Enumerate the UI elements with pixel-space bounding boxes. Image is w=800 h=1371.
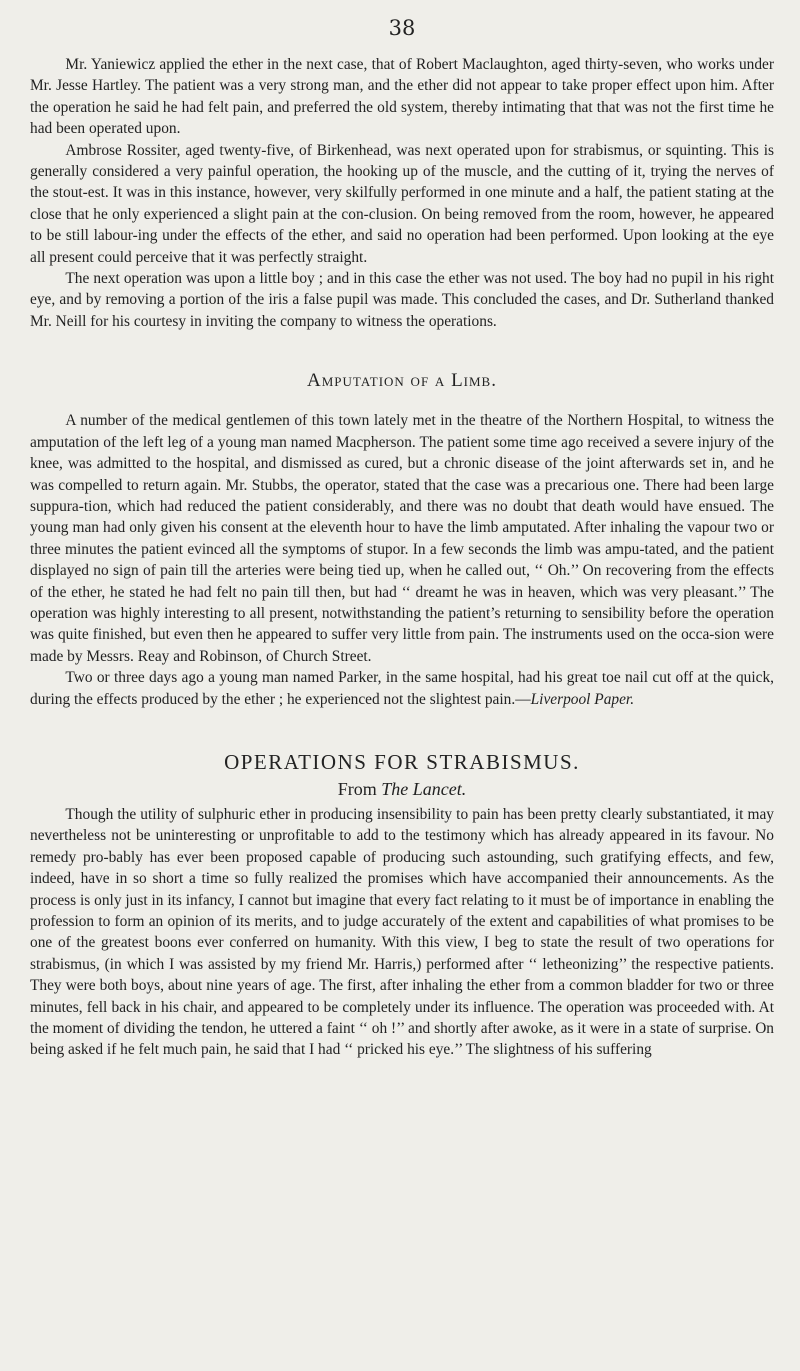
section-ether-cases — [30, 54, 774, 332]
subtitle-source: The Lancet. — [381, 778, 467, 799]
paragraph: Ambrose Rossiter, aged twenty-five, of Birkenhead, was next operated upon for strabismus, or squinting. This is generally considered a very painful operation, the hooking up of the muscle, and the cutting of it, trying the nerves of the stout-est. It was in this instance, however, very skilfully performed in one minute and a half, the patient stating at the close that he only experienced a slight pain at the con-clusion. On being removed from the room, however, he appeared to be still labour-ing under the effects of the ether, and said no operation had been performed. Upon looking at the eye all present could perceive that it was perfectly straight. — [30, 141, 774, 266]
paragraph — [30, 667, 774, 710]
section-title: Amputation of a Limb. — [307, 370, 497, 392]
source-citation: Liverpool Paper. — [530, 690, 635, 708]
section-strabismus — [30, 750, 774, 1061]
section-subtitle — [30, 779, 774, 800]
paragraph-text: Two or three days ago a young man named Parker, in the same hospital, had his great toe nail cut off at the quick, during the effects produced by the ether ; he experienced not the slightest pain.— — [30, 669, 774, 708]
paragraph: Though the utility of sulphuric ether in producing insensibility to pain has been pretty clearly substantiated, it may nevertheless not be uninteresting or unprofitable to add to the testimony which has already appeared in its favour. No remedy pro-bably has ever been proposed capable of producing such astounding, such gratifying effects, and few, indeed, have in so short a time so fully realized the promises which have accompanied their announcements. As the process is only just in its infancy, I cannot but imagine that every fact relating to it must be of importance in enabling the profession to form an opinion of its merits, and to judge accurately of the extent and capabilities of what promises to be one of the greatest boons ever conferred on humanity. With this view, I beg to state the result of two operations for strabismus, (in which I was assisted by my friend Mr. Harris,) performed after ‘‘ letheonizing’’ the respective patients. They were both boys, about nine years of age. The first, after inhaling the ether from a common bladder for two or three minutes, fell back in his chair, and appeared to be completely under its influence. The operation was proceeded with. At the moment of dividing the tendon, he uttered a faint ‘‘ oh !’’ and shortly after awoke, as it were in a state of surprise. On being asked if he felt much pain, he said that I had ‘‘ pricked his eye.’’ The slightness of his suffering — [30, 805, 774, 1059]
section-amputation — [30, 370, 774, 710]
paragraph: The next operation was upon a little boy ; and in this case the ether was not used. The boy had no pupil in his right eye, and by removing a portion of the iris a false pupil was made. This concluded the cases, and Dr. Sutherland thanked Mr. Neill for his courtesy in inviting the company to witness the operations. — [30, 270, 774, 330]
paragraph: A number of the medical gentlemen of this town lately met in the theatre of the Northern Hospital, to witness the amputation of the left leg of a young man named Macpherson. The patient some time ago received a severe injury of the knee, was admitted to the hospital, and dismissed as cured, but a chronic disease of the joint afterwards set in, and he was compelled to return again. Mr. Stubbs, the operator, stated that the case was a precarious one. There had been large suppura-tion, which had reduced the patient considerably, and there was no doubt that death would have ensued. The young man had only given his consent at the eleventh hour to have the limb amputated. After inhaling the vapour two or three minutes the patient evinced all the symptoms of stupor. In a few seconds the limb was ampu-tated, and the patient displayed no sign of pain till the arteries were being tied up, when he called out, ‘‘ Oh.’’ On recovering from the effects of the ether, he stated he had felt no pain till then, but had ‘‘ dreamt he was in heaven, which was very pleasant.’’ The operation was highly interesting to all present, notwithstanding the patient’s returning to sensibility before the operation was quite finished, but even then he appeared to suffer very little from pain. The instruments used on the occa-sion were made by Messrs. Reay and Robinson, of Church Street. — [30, 412, 774, 665]
paragraph: Mr. Yaniewicz applied the ether in the next case, that of Robert Maclaughton, aged thirty-seven, who works under Mr. Jesse Hartley. The patient was a very strong man, and the ether did not appear to take proper effect upon him. After the operation he said he had felt pain, and preferred the old system, thereby intimating that that was not the first time he had been operated upon. — [30, 56, 774, 138]
section-title: OPERATIONS FOR STRABISMUS. — [224, 749, 580, 774]
subtitle-prefix: From — [337, 778, 382, 799]
page-number: 38 — [388, 16, 416, 40]
